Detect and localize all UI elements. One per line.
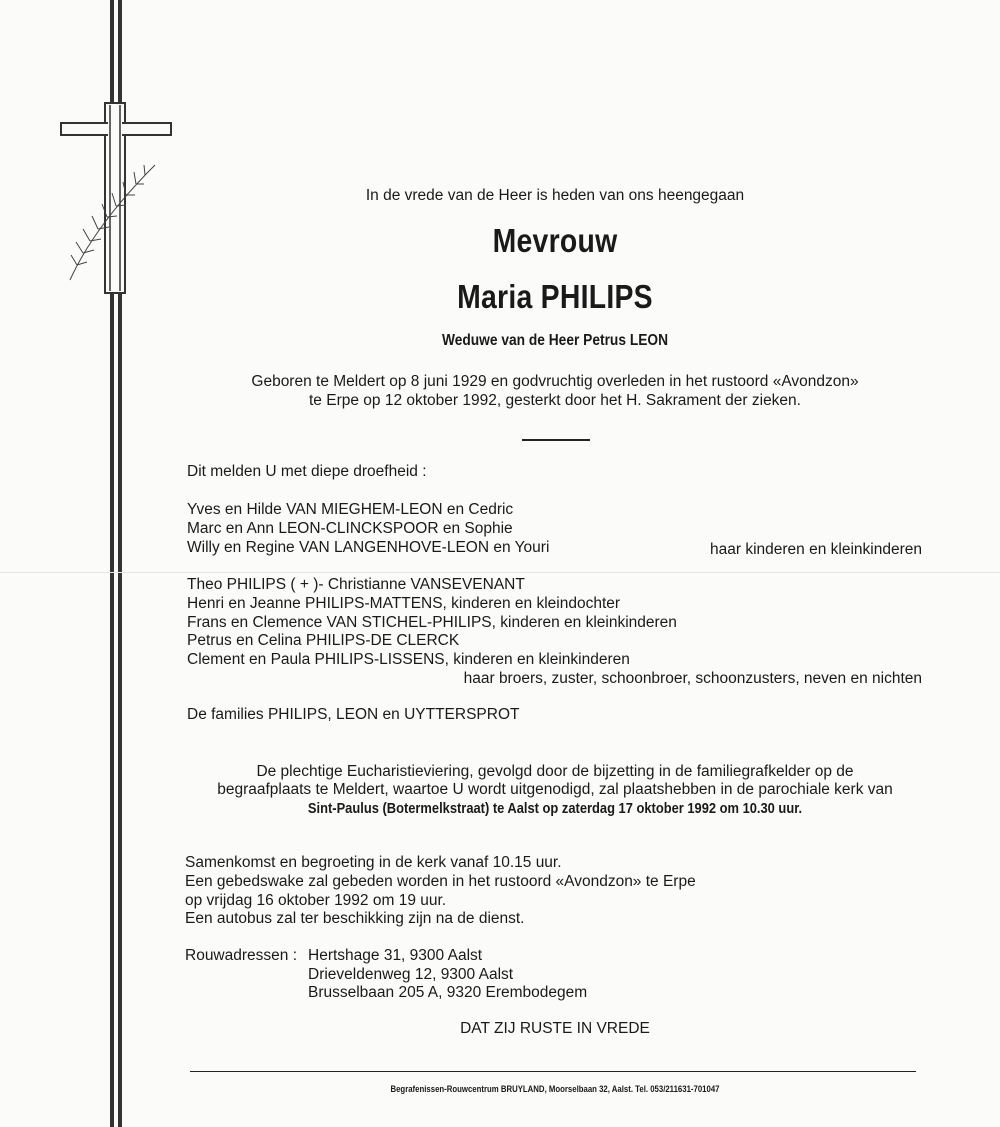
deceased-name: Maria PHILIPS xyxy=(457,278,653,315)
address-line: Hertshage 31, 9300 Aalst xyxy=(308,947,483,964)
cross-icon xyxy=(55,95,180,295)
sibling-line: Theo PHILIPS ( + )- Christianne VANSEVENANT xyxy=(187,576,525,593)
birth-death-line-1: Geboren te Meldert op 8 juni 1929 en godvruchtig overleden in het rustoord «Avondzon» xyxy=(251,373,859,390)
addresses-label: Rouwadressen : xyxy=(185,947,298,964)
sibling-line: Henri en Jeanne PHILIPS-MATTENS, kinderen en kleindochter xyxy=(187,595,621,612)
title-honorific: Mevrouw xyxy=(492,222,618,259)
ceremony-line-3: Sint-Paulus (Botermelkstraat) te Aalst op zaterdag 17 oktober 1992 om 10.30 uur. xyxy=(307,800,803,817)
children-relation: haar kinderen en kleinkinderen xyxy=(710,541,922,558)
sibling-line: Petrus en Celina PHILIPS-DE CLERCK xyxy=(187,632,460,649)
children-line: Willy en Regine VAN LANGENHOVE-LEON en Youri xyxy=(187,539,550,556)
widow-of-line: Weduwe van de Heer Petrus LEON xyxy=(441,332,669,349)
note-line: Een autobus zal ter beschikking zijn na de dienst. xyxy=(185,910,525,927)
siblings-relation: haar broers, zuster, schoonbroer, schoonzusters, neven en nichten xyxy=(463,670,922,687)
fold-crease xyxy=(0,572,1000,573)
ceremony-line-1: De plechtige Eucharistieviering, gevolgd door de bijzetting in de familiegrafkelder op de xyxy=(256,763,854,780)
announcement: Dit melden U met diepe droefheid : xyxy=(187,463,427,480)
children-line: Marc en Ann LEON-CLINCKSPOOR en Sophie xyxy=(187,520,513,537)
birth-death-line-2: te Erpe op 12 oktober 1992, gesterkt door het H. Sakrament der zieken. xyxy=(309,392,801,409)
separator-rule xyxy=(522,439,590,441)
children-line: Yves en Hilde VAN MIEGHEM-LEON en Cedric xyxy=(187,501,514,518)
footer-rule xyxy=(190,1071,916,1072)
intro-line: In de vrede van de Heer is heden van ons heengegaan xyxy=(365,187,745,204)
families-line: De families PHILIPS, LEON en UYTTERSPROT xyxy=(187,706,520,723)
note-line: Een gebedswake zal gebeden worden in het rustoord «Avondzon» te Erpe xyxy=(185,873,696,890)
note-line: op vrijdag 16 oktober 1992 om 19 uur. xyxy=(185,892,447,909)
footer-printer: Begrafenissen-Rouwcentrum BRUYLAND, Moorselbaan 32, Aalst. Tel. 053/211631-701047 xyxy=(390,1084,720,1095)
sibling-line: Clement en Paula PHILIPS-LISSENS, kinderen en kleinkinderen xyxy=(187,651,630,668)
closing-line: DAT ZIJ RUSTE IN VREDE xyxy=(460,1020,650,1037)
ceremony-line-2: begraafplaats te Meldert, waartoe U wordt uitgenodigd, zal plaatshebben in de parochiale kerk van xyxy=(217,781,893,798)
sibling-line: Frans en Clemence VAN STICHEL-PHILIPS, kinderen en kleinkinderen xyxy=(187,614,677,631)
note-line: Samenkomst en begroeting in de kerk vanaf 10.15 uur. xyxy=(185,854,562,871)
address-line: Brusselbaan 205 A, 9320 Erembodegem xyxy=(308,984,588,1001)
address-line: Drieveldenweg 12, 9300 Aalst xyxy=(308,966,514,983)
